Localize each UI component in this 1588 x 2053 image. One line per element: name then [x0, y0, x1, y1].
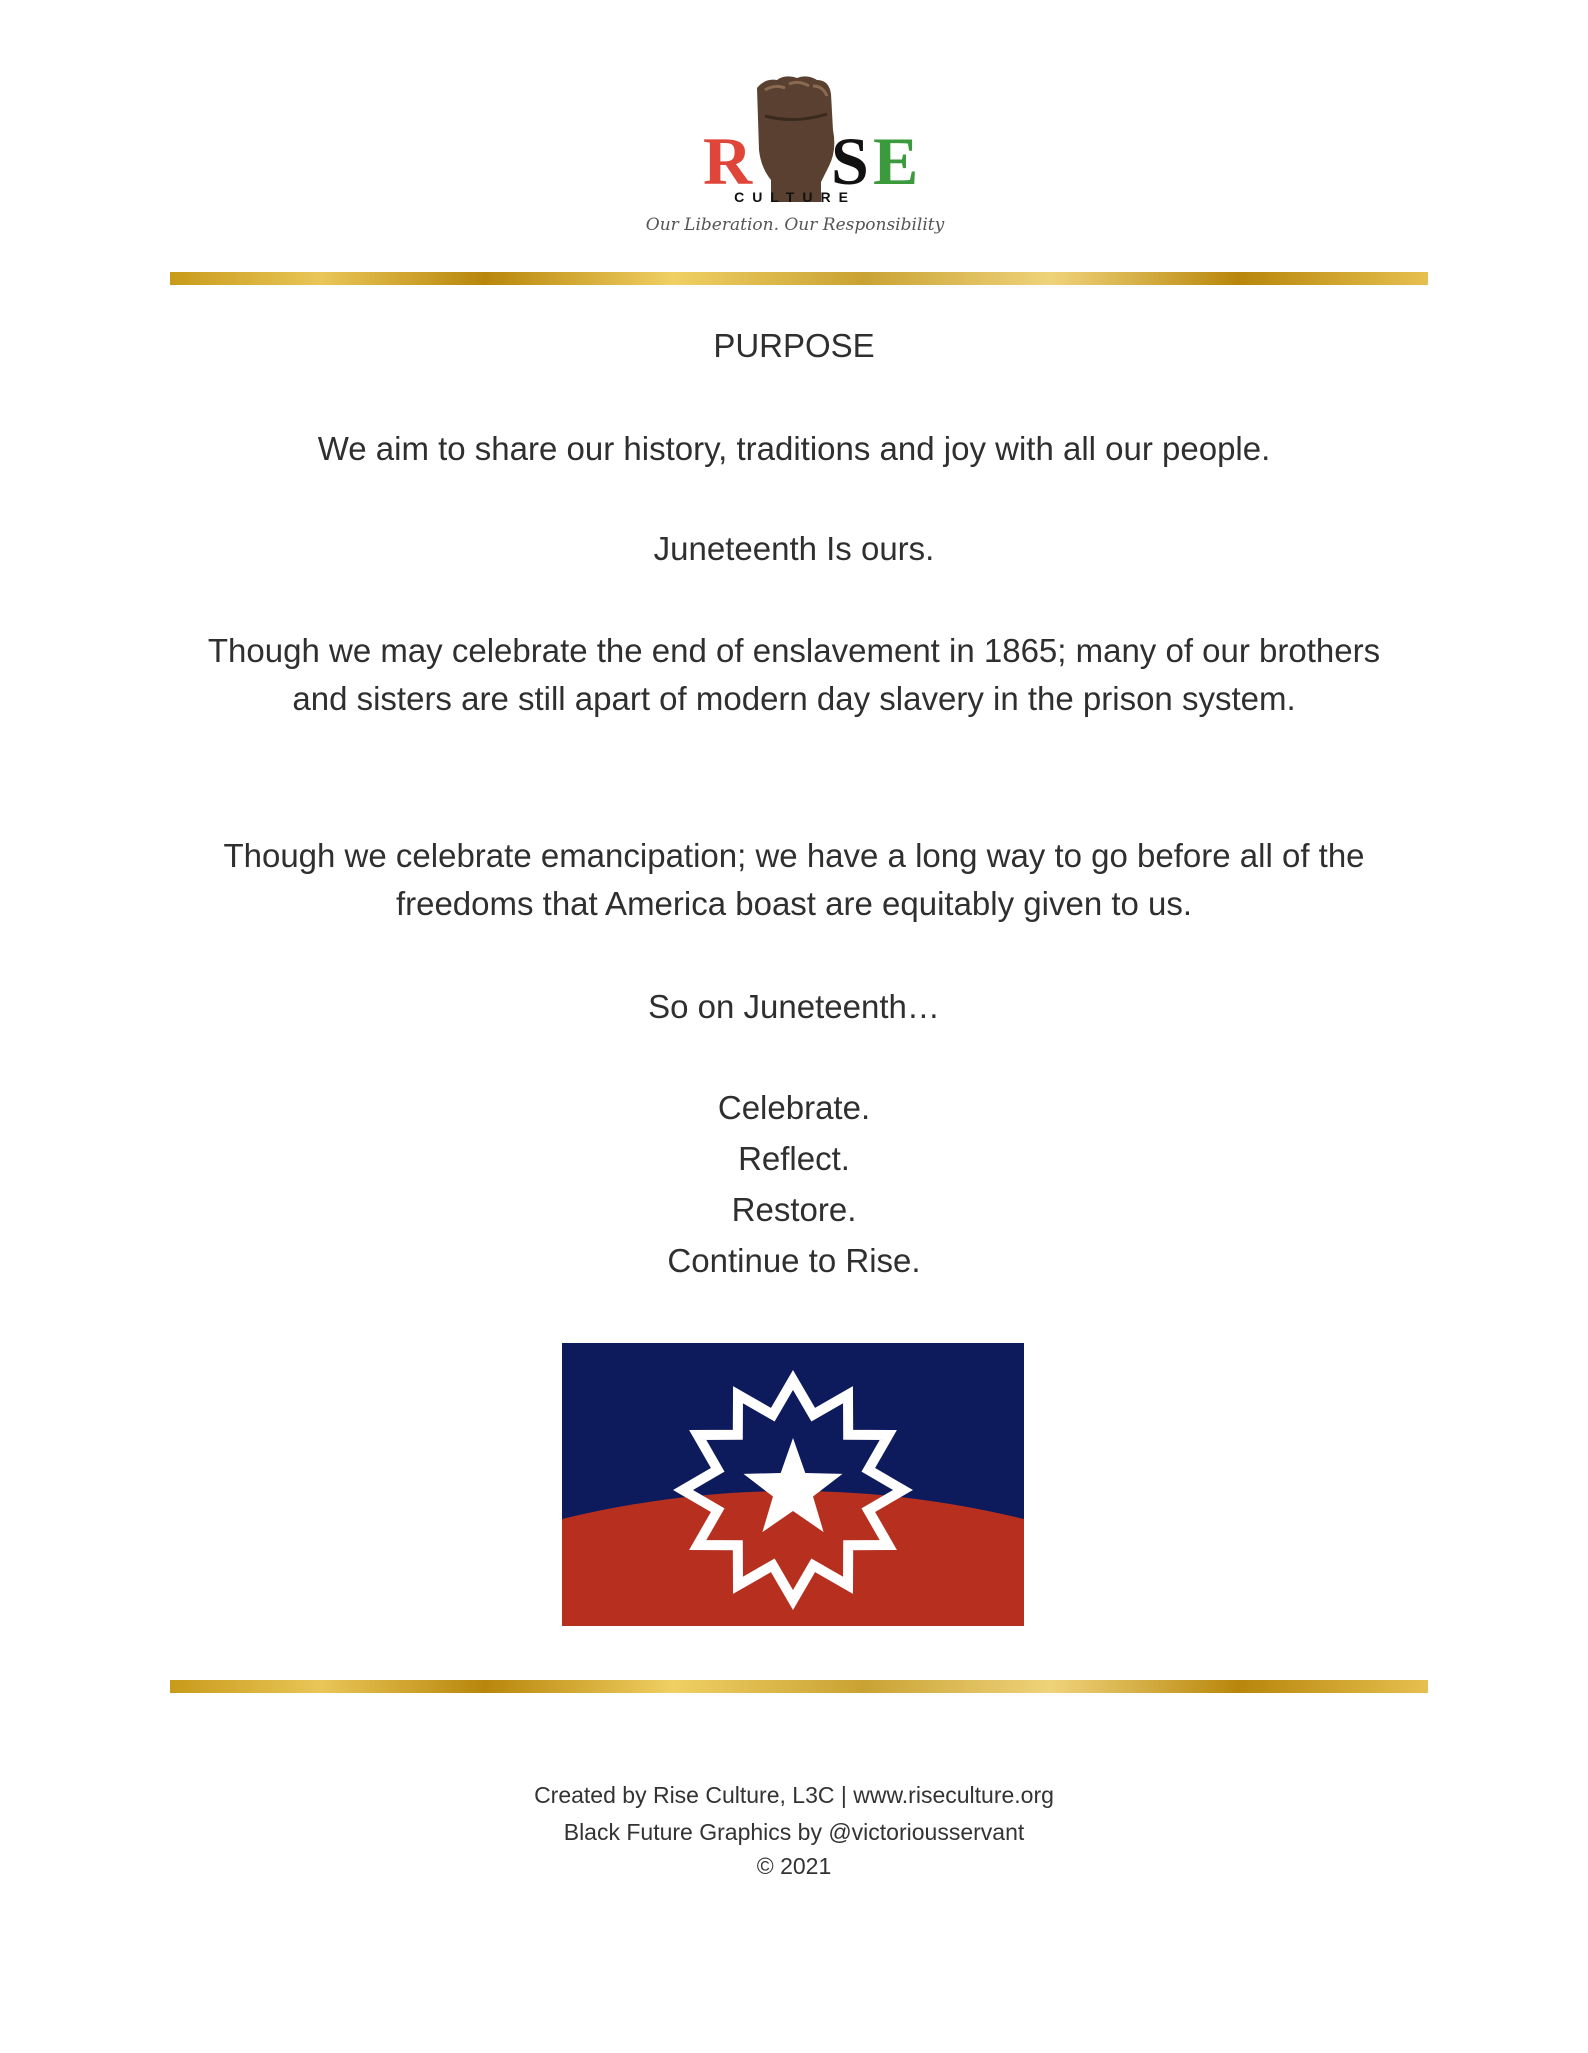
paragraph-enslavement: Though we may celebrate the end of enslavement in 1865; many of our brothers and sisters are still apart of modern day slavery in the prison system.	[207, 632, 1381, 717]
section-heading: PURPOSE	[713, 327, 875, 364]
list-item: Celebrate.	[717, 1089, 871, 1126]
footer-graphics-credit: Black Future Graphics by @victoriousservant	[563, 1819, 1025, 1845]
footer-credit: Created by Rise Culture, L3C | www.riseculture.org	[534, 1782, 1054, 1808]
bottom-gold-divider	[170, 1680, 1428, 1693]
list-item: Continue to Rise.	[667, 1242, 921, 1279]
paragraph-juneteenth: Juneteenth Is ours.	[653, 530, 935, 567]
logo-letter-e: E	[873, 123, 919, 199]
logo-letter-r: R	[703, 123, 753, 199]
paragraph-emancipation: Though we celebrate emancipation; we have a long way to go before all of the freedoms that America boast are equitably given to us.	[223, 837, 1365, 922]
juneteenth-flag	[562, 1343, 1024, 1626]
raised-fist-icon	[757, 76, 834, 202]
paragraph-aim: We aim to share our history, traditions and joy with all our people.	[317, 430, 1271, 467]
footer-copyright: © 2021	[756, 1853, 832, 1879]
top-gold-divider	[170, 272, 1428, 285]
logo-letter-s: S	[831, 123, 869, 199]
list-item: Restore.	[731, 1191, 857, 1228]
logo-tagline: Our Liberation. Our Responsibility	[645, 215, 945, 235]
logo-subword: CULTURE	[734, 189, 856, 205]
paragraph-so-on: So on Juneteenth…	[648, 988, 940, 1025]
list-item: Reflect.	[738, 1140, 850, 1177]
closing-list	[180, 1082, 1408, 1286]
rise-culture-logo	[615, 70, 975, 245]
